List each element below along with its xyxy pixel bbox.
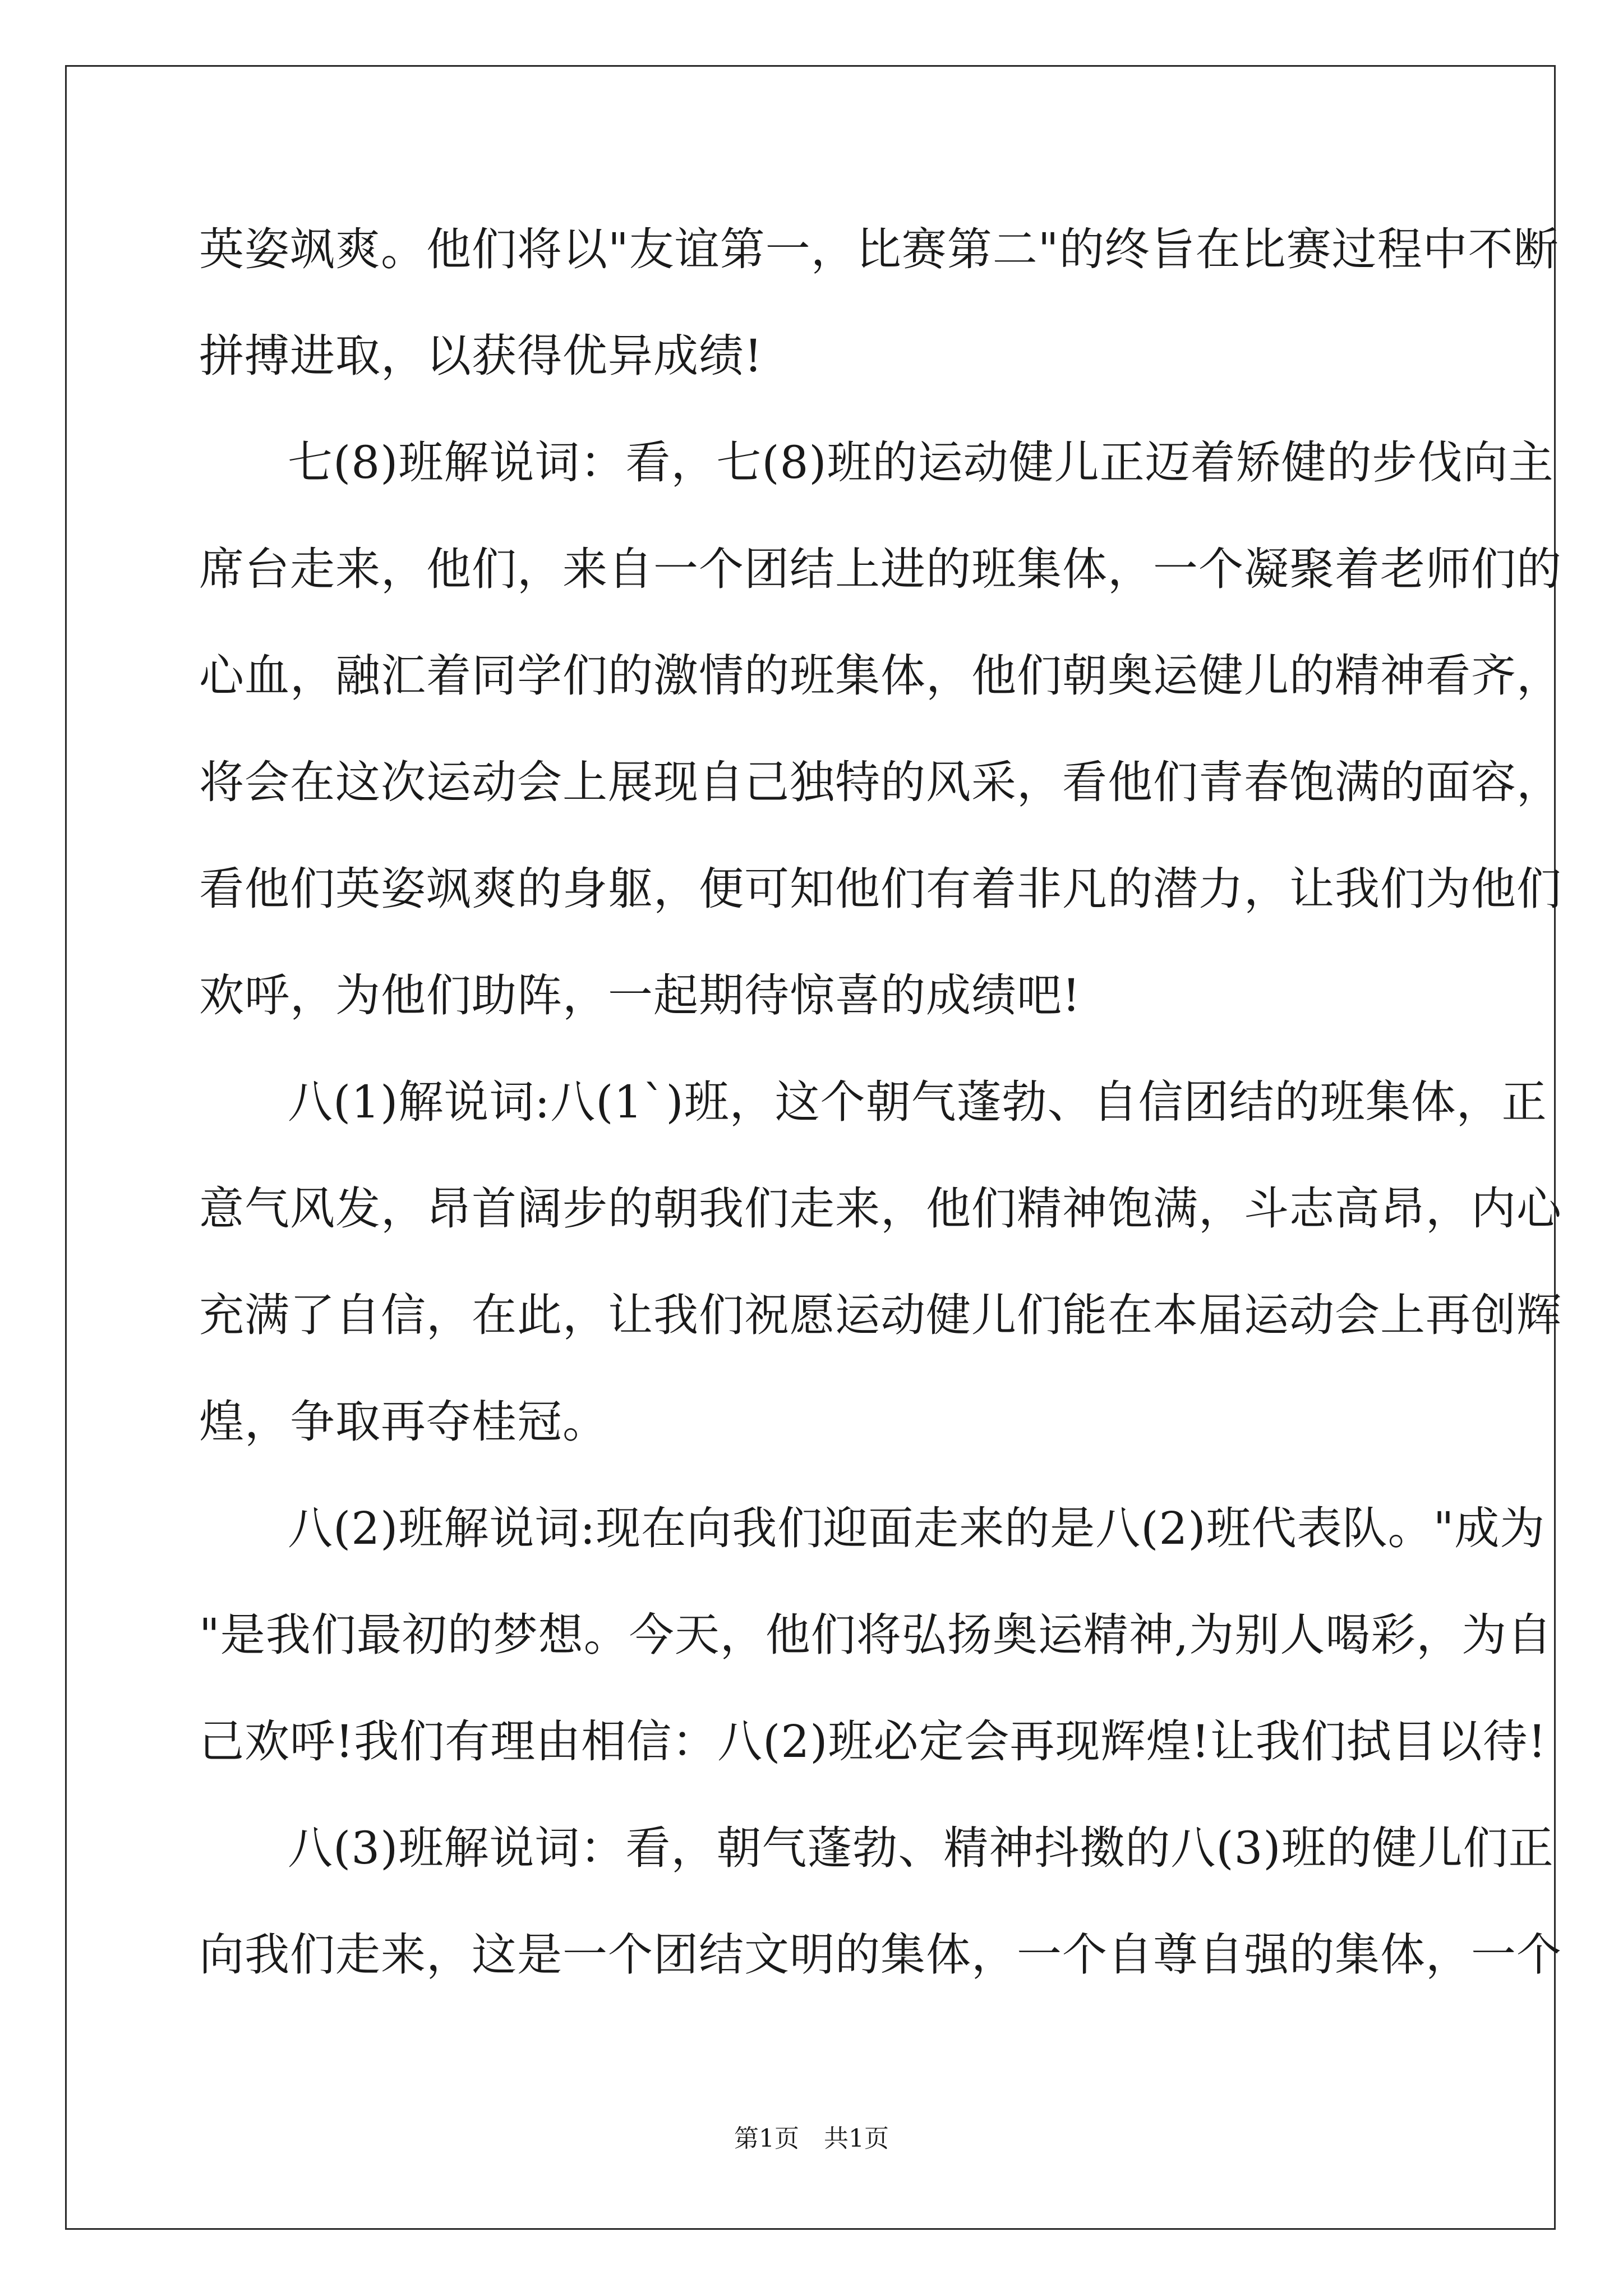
text-line: 八(1)解说词:八(1`)班，这个朝气蓬勃、自信团结的班集体，正	[288, 1076, 1547, 1128]
text-line: 英姿飒爽。他们将以"友谊第一，比赛第二"的终旨在比赛过程中不断	[199, 223, 1559, 275]
text-line: 将会在这次运动会上展现自己独特的风采，看他们青春饱满的面容，	[199, 756, 1562, 808]
text-line: 八(2)班解说词:现在向我们迎面走来的是八(2)班代表队。"成为	[288, 1502, 1546, 1554]
text-line: 充满了自信，在此，让我们祝愿运动健儿们能在本届运动会上再创辉	[199, 1289, 1562, 1341]
text-line: 看他们英姿飒爽的身躯，便可知他们有着非凡的潜力，让我们为他们	[199, 863, 1562, 915]
text-line: 煌，争取再夺桂冠。	[199, 1396, 608, 1448]
text-line: 拼搏进取，以获得优异成绩!	[199, 330, 763, 382]
text-line: 意气风发，昂首阔步的朝我们走来，他们精神饱满，斗志高昂，内心	[199, 1182, 1562, 1235]
text-line: 欢呼，为他们助阵，一起期待惊喜的成绩吧!	[199, 969, 1081, 1022]
text-line: 八(3)班解说词：看，朝气蓬勃、精神抖擞的八(3)班的健儿们正	[288, 1822, 1554, 1874]
text-line: 心血，融汇着同学们的激情的班集体，他们朝奥运健儿的精神看齐，	[199, 650, 1562, 702]
text-line: 向我们走来，这是一个团结文明的集体，一个自尊自强的集体，一个	[199, 1929, 1562, 1981]
text-line: 己欢呼!我们有理由相信：八(2)班必定会再现辉煌!让我们拭目以待!	[199, 1715, 1547, 1768]
text-line: 七(8)班解说词：看，七(8)班的运动健儿正迈着矫健的步伐向主	[288, 436, 1554, 489]
text-line: "是我们最初的梦想。今天，他们将弘扬奥运精神,为别人喝彩，为自	[199, 1609, 1553, 1661]
text-line: 席台走来，他们，来自一个团结上进的班集体，一个凝聚着老师们的	[199, 543, 1562, 595]
document-body	[199, 216, 1562, 2028]
page-footer: 第1页 共1页	[734, 2124, 889, 2153]
